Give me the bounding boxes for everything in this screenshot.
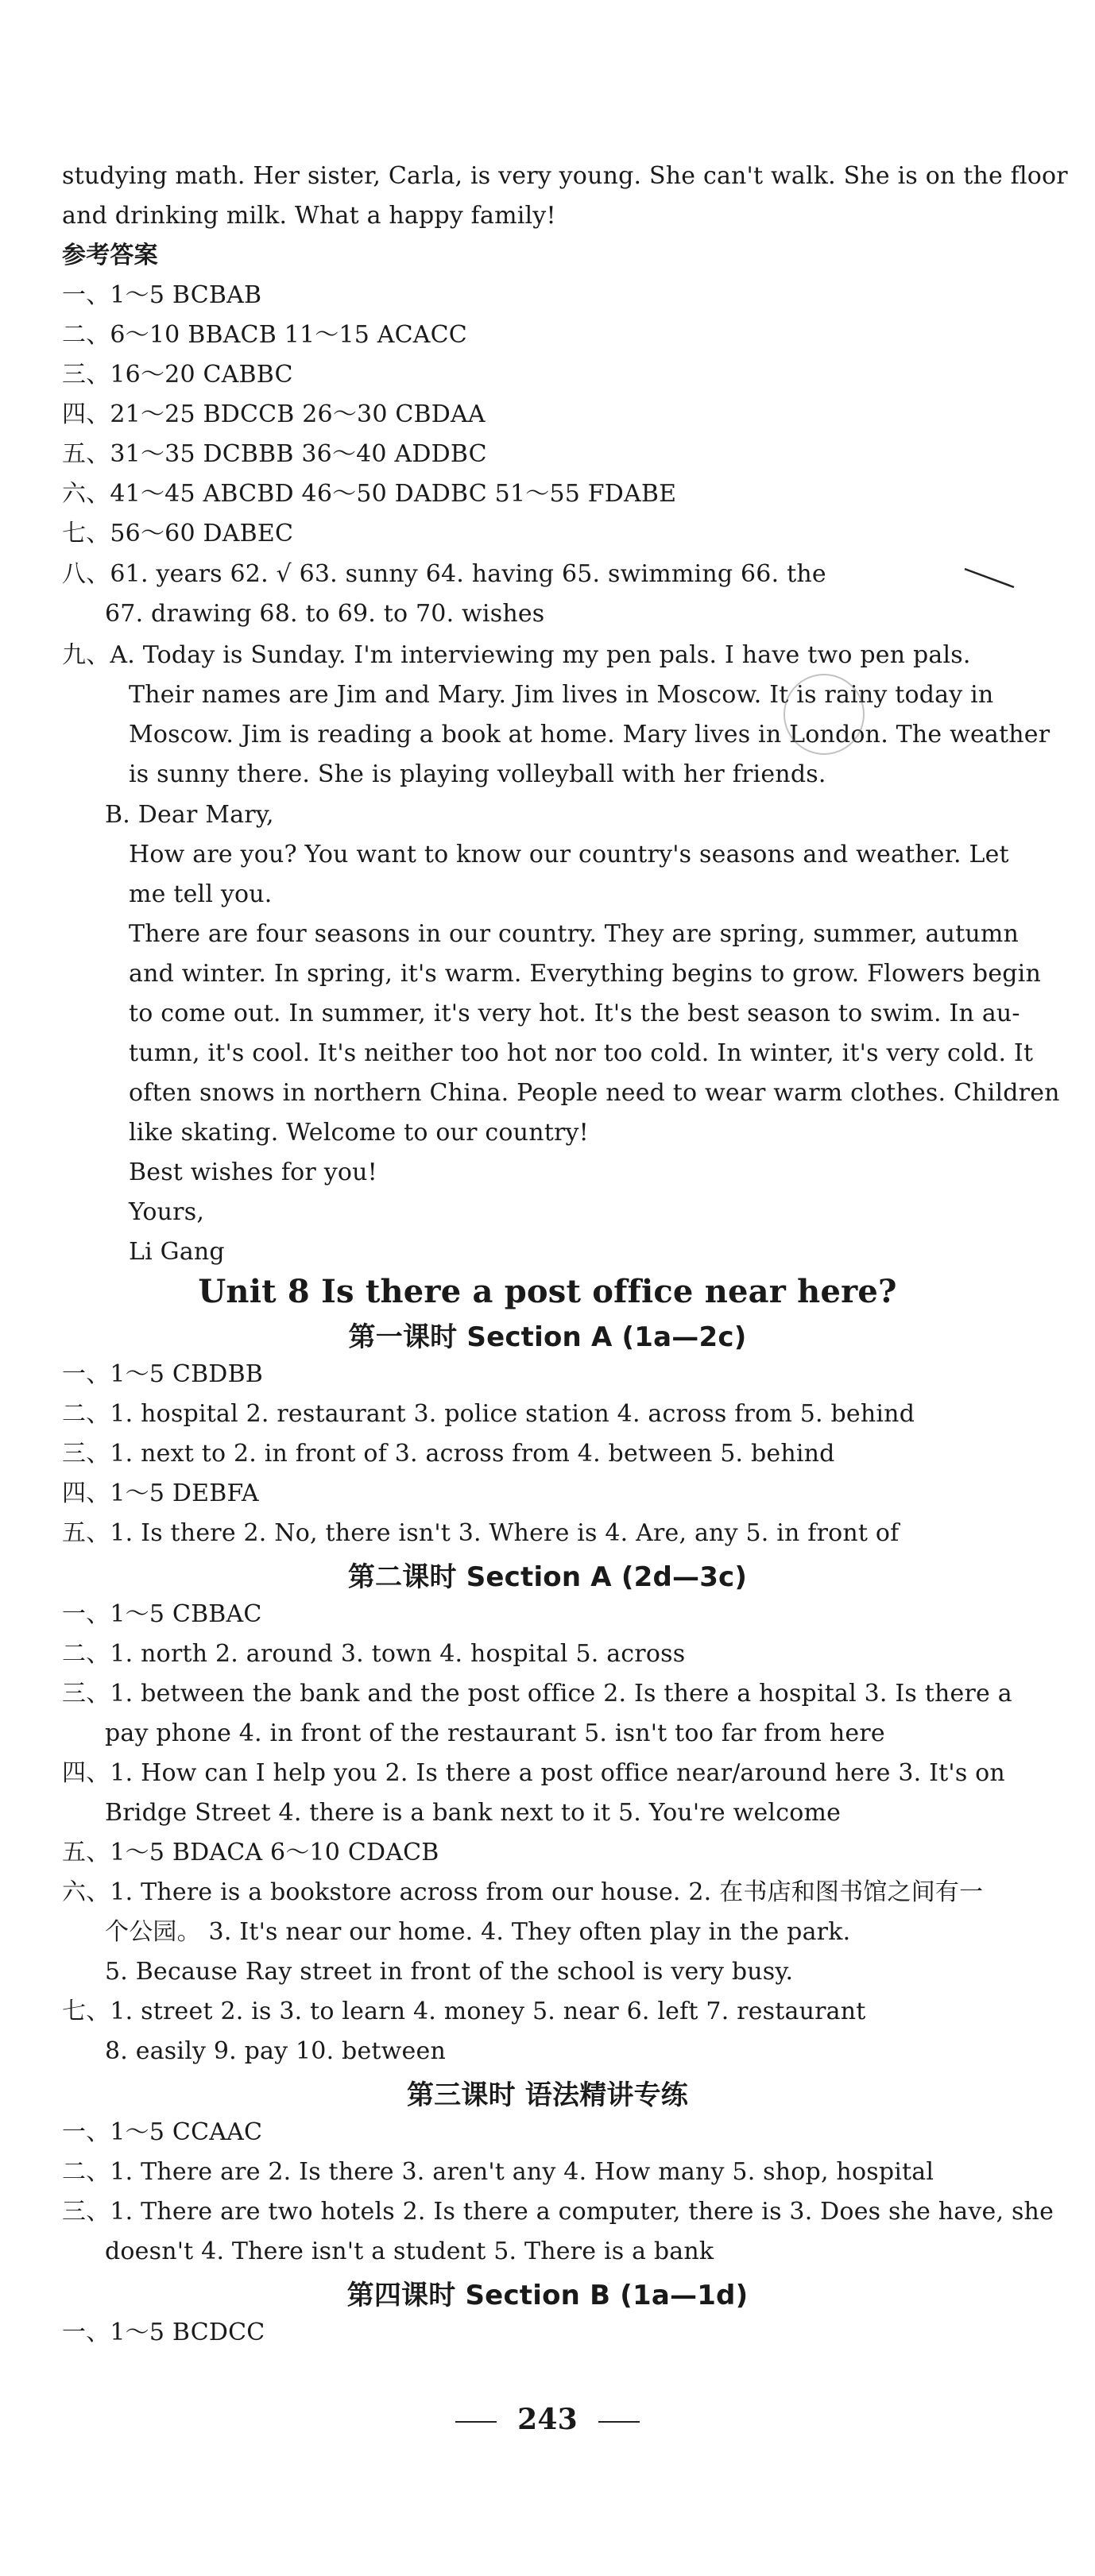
answer-line: 三、16～20 CABBC bbox=[62, 361, 293, 389]
essay-line: 九、A. Today is Sunday. I'm interviewing my pen pals. I have two pen pals. bbox=[62, 641, 971, 669]
essay-line: me tell you. bbox=[129, 880, 273, 908]
lesson-heading: 第二课时 Section A (2d—3c) bbox=[347, 1561, 748, 1593]
page-number: 243 bbox=[517, 2403, 578, 2436]
answer-line: pay phone 4. in front of the restaurant 5. isn't too far from here bbox=[105, 1719, 885, 1747]
answer-line: Bridge Street 4. there is a bank next to it 5. You're welcome bbox=[105, 1799, 842, 1827]
essay-line: Moscow. Jim is reading a book at home. Mary lives in London. The weather bbox=[129, 721, 1051, 748]
text-line: and drinking milk. What a happy family! bbox=[62, 202, 556, 230]
answer-line: 8. easily 9. pay 10. between bbox=[105, 2037, 446, 2065]
answer-line: 八、61. years 62. √ 63. sunny 64. having 65. swimming 66. the bbox=[62, 560, 826, 588]
answer-line: 一、1～5 CBDBB bbox=[62, 1360, 264, 1388]
essay-line: How are you? You want to know our country's seasons and weather. Let bbox=[129, 841, 1009, 868]
lesson-heading: 第四课时 Section B (1a—1d) bbox=[346, 2280, 749, 2311]
essay-line: Li Gang bbox=[129, 1238, 225, 1266]
answer-line: 二、1. hospital 2. restaurant 3. police station 4. across from 5. behind bbox=[62, 1400, 915, 1428]
answer-line: 四、1. How can I help you 2. Is there a post office near/around here 3. It's on bbox=[62, 1759, 1005, 1787]
answer-line: 一、1～5 CBBAC bbox=[62, 1600, 262, 1628]
essay-line: Best wishes for you! bbox=[129, 1158, 377, 1186]
answer-line: 四、21～25 BDCCB 26～30 CBDAA bbox=[62, 400, 486, 428]
answer-line: 一、1～5 BCDCC bbox=[62, 2319, 265, 2346]
answer-line: 5. Because Ray street in front of the school is very busy. bbox=[105, 1958, 794, 1986]
answer-line: 67. drawing 68. to 69. to 70. wishes bbox=[105, 600, 545, 628]
essay-line: and winter. In spring, it's warm. Everything begins to grow. Flowers begin bbox=[129, 960, 1042, 988]
answer-line: 三、1. next to 2. in front of 3. across from 4. between 5. behind bbox=[62, 1440, 835, 1468]
answer-line: 四、1～5 DEBFA bbox=[62, 1479, 259, 1507]
answer-line: 七、1. street 2. is 3. to learn 4. money 5. near 6. left 7. restaurant bbox=[62, 1998, 866, 2025]
lesson-heading: 第三课时 语法精讲专练 bbox=[406, 2079, 689, 2111]
answer-line: 六、1. There is a bookstore across from our house. 2. 在书店和图书馆之间有一 bbox=[62, 1878, 984, 1906]
unit-title: Unit 8 Is there a post office near here? bbox=[198, 1273, 897, 1310]
answer-line: doesn't 4. There isn't a student 5. There is a bank bbox=[105, 2238, 714, 2265]
stamp-mark bbox=[784, 674, 865, 755]
answer-line: 五、1～5 BDACA 6～10 CDACB bbox=[62, 1839, 439, 1866]
essay-line: There are four seasons in our country. They are spring, summer, autumn bbox=[129, 920, 1020, 948]
answer-line: 三、1. There are two hotels 2. Is there a computer, there is 3. Does she have, she bbox=[62, 2198, 1054, 2226]
dash-left bbox=[455, 2421, 497, 2423]
answer-line: 二、1. north 2. around 3. town 4. hospital 5. across bbox=[62, 1640, 686, 1668]
answer-line: 五、1. Is there 2. No, there isn't 3. Where is 4. Are, any 5. in front of bbox=[62, 1519, 900, 1547]
answer-line: 一、1～5 CCAAC bbox=[62, 2118, 263, 2146]
essay-line: like skating. Welcome to our country! bbox=[129, 1119, 589, 1147]
strike-through-mark bbox=[963, 566, 1016, 590]
reference-answers-heading: 参考答案 bbox=[62, 242, 158, 269]
text-line: studying math. Her sister, Carla, is very young. She can't walk. She is on the floor bbox=[62, 162, 1068, 190]
essay-line: often snows in northern China. People need to wear warm clothes. Children bbox=[129, 1079, 1060, 1107]
essay-line: tumn, it's cool. It's neither too hot nor too cold. In winter, it's very cold. It bbox=[129, 1039, 1034, 1067]
answer-line: 一、1～5 BCBAB bbox=[62, 281, 262, 309]
lesson-heading: 第一课时 Section A (1a—2c) bbox=[348, 1321, 747, 1353]
answer-line: 三、1. between the bank and the post office 2. Is there a hospital 3. Is there a bbox=[62, 1680, 1012, 1708]
essay-line: Yours, bbox=[129, 1198, 205, 1226]
page-footer bbox=[0, 2401, 1095, 2438]
essay-line: is sunny there. She is playing volleyball with her friends. bbox=[129, 760, 826, 788]
answer-line: 个公园。 3. It's near our home. 4. They often play in the park. bbox=[105, 1918, 851, 1946]
answer-line: 二、6～10 BBACB 11～15 ACACC bbox=[62, 321, 467, 349]
essay-line: B. Dear Mary, bbox=[105, 801, 274, 829]
answer-line: 五、31～35 DCBBB 36～40 ADDBC bbox=[62, 440, 487, 468]
dash-right bbox=[598, 2421, 640, 2423]
answer-line: 六、41～45 ABCBD 46～50 DADBC 51～55 FDABE bbox=[62, 480, 677, 508]
answer-line: 七、56～60 DABEC bbox=[62, 520, 294, 547]
answer-line: 二、1. There are 2. Is there 3. aren't any 4. How many 5. shop, hospital bbox=[62, 2158, 934, 2186]
essay-line: Their names are Jim and Mary. Jim lives in Moscow. It is rainy today in bbox=[129, 681, 994, 709]
essay-line: to come out. In summer, it's very hot. It's the best season to swim. In au- bbox=[129, 1000, 1020, 1027]
